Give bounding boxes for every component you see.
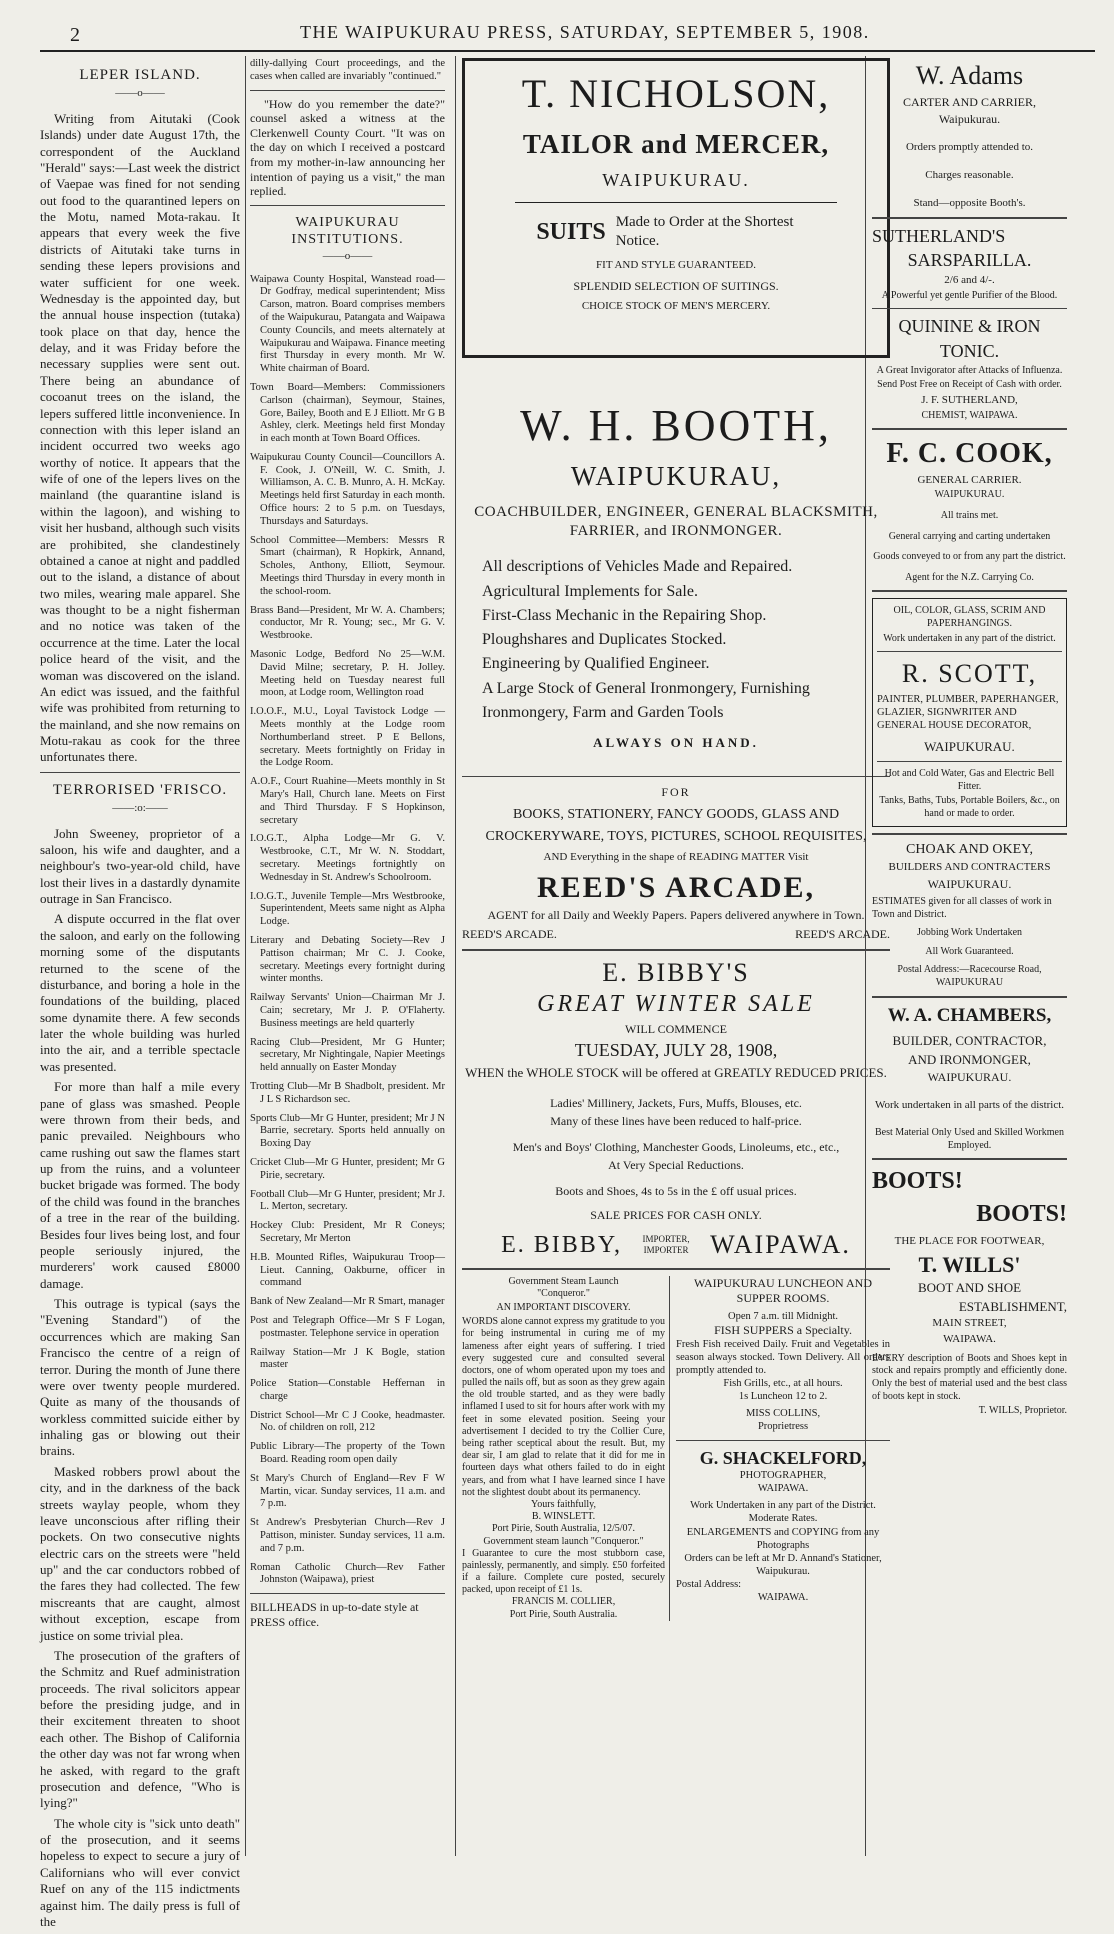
ad-text: All trains met. [940, 510, 999, 522]
ad-text: Orders can be left at Mr D. Annand's Stationer, Waipukurau. [684, 1552, 882, 1577]
ad-text: FRANCIS M. COLLIER, [511, 1596, 616, 1608]
ad-text: PAINTER, PLUMBER, PAPERHANGER, GLAZIER, SIGNWRITER AND GENERAL HOUSE DECORATOR, [877, 693, 1059, 732]
article-paragraph: This outrage is typical (says the "Evening Standard") of the occurrences which are making San Francisco the centre of a reign of terror. During the month of June there were over twenty people murdered. Quite as many of the thousands of workless committed suicide either by inhaling gas or blowing out their brains. [40, 1296, 240, 1459]
ad-text: REED'S ARCADE. [462, 927, 557, 942]
ad-text: I Guarantee to cure the most stubborn case, painlessly, permanently, and simply. £50 forfeited if a failure. Complete cure posted, securely packed, upon receipt of £1 1s. [462, 1547, 666, 1596]
ad-text: Port Pirie, South Australia. [509, 1608, 618, 1620]
ad-text: WAIPUKURAU. [934, 489, 1005, 501]
ad-text: SALE PRICES FOR CASH ONLY. [590, 1207, 762, 1222]
column-ads-main [462, 58, 890, 1621]
article-body-leper: Writing from Aitutaki (Cook Islands) under date August 17th, the correspondent of the Auckland "Herald" says:—Last week the district of Vaepae was fined for not sending out food to the quarantined lepers on the Motu, named Mota-rakau. It appears that every week the five districts of Aitutaki take turns in sending these lepers provisions and water sufficient for one week. Wednesday is the appointed day, but the annual house inspection (tutaka) took place on that day, hence the delay, and it was Friday before the necessary supplies were sent out. There being an abundance of cocoanut trees on the island, the lepers suffered little inconvenience. In connection with this leper island an incident occurred two weeks ago worthy of notice. It appears that the wife of one of the lepers lives on the mainland (the quarantine island is within the lagoon), and wishing to visit her husband, although such visits are prohibited, she clandestinely obtained a canoe at night and paddled out to the island, a distance of about two miles, wearing male apparel. She was thought to be a night fisherman and no notice was taken of the occurrence at the time. Later the local police heard of the visit, and the woman was discovered on the island. An edict was issued, and the faithful wife was prohibited from returning to the mainland, and she now remains on Motu-rakau as cook for the three unfortunates there. [40, 110, 240, 765]
ad-text: FISH SUPPERS a Specialty. [714, 1322, 852, 1337]
ad-text: SPLENDID SELECTION OF SUITINGS. [573, 278, 779, 293]
ad-title: T. WILLS' [918, 1251, 1021, 1277]
column-ads-right [872, 58, 1067, 1420]
ornament: ——o—— [322, 250, 373, 263]
ad-text: CHOICE STOCK OF MEN'S MERCERY. [581, 299, 771, 312]
ad-title: REED'S ARCADE, [536, 870, 816, 904]
ad-text: CARTER AND CARRIER, [903, 94, 1036, 109]
ad-text: TUESDAY, JULY 28, 1908, [574, 1039, 778, 1060]
institutions-title: WAIPUKURAU INSTITUTIONS. [291, 214, 404, 248]
list-item: Ploughshares and Duplicates Stocked. [482, 631, 727, 649]
column-rule [245, 56, 246, 1856]
ad-text: BOOT AND SHOE [917, 1280, 1022, 1296]
list-item: Trotting Club—Mr B Shadbolt, president. Mr J L S Richardson sec. [250, 1080, 445, 1105]
ad-text: Work undertaken in any part of the district. [883, 632, 1056, 644]
ad-text: BUILDER, CONTRACTOR, [892, 1033, 1047, 1049]
ad-town: WAIPUKURAU, [570, 461, 782, 492]
ad-text: Government Steam Launch [508, 1275, 619, 1287]
ad-text: WAIPAWA. [757, 1483, 809, 1495]
ad-text: Postal Address:—Racecourse Road, WAIPUKURAU [897, 964, 1042, 988]
list-item: Sports Club—Mr G Hunter, president; Mr J N Barrie, secretary. Sports held annually on Boxing Day [250, 1112, 445, 1150]
ad-bibby [462, 957, 890, 1262]
list-item: Waipawa County Hospital, Wanstead road—Dr Godfray, medical superintendent; Miss Carson, matron. Board comprises members of the Waipukurau, Patangata and Waipawa County Councils, and meets alternately at Waipukurau and Waipawa. Finance meeting first Thursday in every month. Mr W. White chairman of Board. [250, 273, 446, 375]
ad-text: BUILDERS AND CONTRACTERS [888, 860, 1051, 873]
ad-text: WAIPUKURAU. [924, 738, 1015, 754]
list-item: Town Board—Members: Commissioners Carlson (chairman), Seymour, Staines, Gore, Bailey, Booth and E J Elliott. Mr G B Ashley, clerk. Meetings held first Monday in each month at Town Board Offices. [250, 381, 445, 445]
article-paragraph: The whole city is "sick unto death" of the prosecution, and it seems hopeless to expect to secure a jury of Californians who will ever convict Ruef on any of the 115 indictments against him. The daily press is full of the [40, 1815, 240, 1929]
list-item: A.O.F., Court Ruahine—Meets monthly in St Mary's Hall, Church lane. Meets on First and Third Thursday. F S Hopkinson, secretary [250, 776, 445, 826]
ad-title: WAIPUKURAU LUNCHEON AND SUPPER ROOMS. [694, 1275, 873, 1305]
ad-highlight: SUITS [536, 218, 606, 245]
institutions-list [250, 274, 445, 1588]
article-paragraph: For more than half a mile every pane of glass was smashed. People were thrown from their beds, and panic prevailed. Neighbours who came rushing out saw the flames start up from the ruins, and a volunteer bucket brigade was formed. The body of the child was found in the branches of a tree in the rear of the building. Besides four lives being lost, and four people seriously injured, the murderers' work caused £8000 damage. [40, 1079, 240, 1291]
list-item: Literary and Debating Society—Rev J Pattison chairman; Mr C. J. Cooke, secretary. Meetings every fortnight during winter months. [250, 934, 445, 985]
ad-text: Hot and Cold Water, Gas and Electric Bell Fitter. [884, 767, 1055, 792]
ad-text: WORDS alone cannot express my gratitude to you for being instrumental in curing me of my lameness after eight years of suffering. I tried every suggested cure and consulted several doctors, one of whom operated upon my toes and pulled the nails off, but as soon as they grew again the old trouble started, and as they were badly inflamed I used to sit for hours after work with my feet in some elevated position. Seeing your advertisement I decided to try the Collier Cure, being rather sceptical about the result. But, my dear sir, I am glad to relate that it did for me in fourteen days what others failed to do in eight years, and from what I have learned since I have not the slightest doubt about its permanency. [462, 1316, 666, 1498]
ad-text: Charges reasonable. [925, 168, 1014, 181]
ad-text: GENERAL CARRIER. [917, 473, 1022, 486]
ad-title: F. C. COOK, [886, 438, 1053, 470]
ad-subtitle: TAILOR and MERCER, [522, 129, 830, 160]
list-item: Racing Club—President, Mr G Hunter; secretary, Mr Nightingale, Napier Meetings held annually on Easter Monday [250, 1036, 445, 1074]
list-item: District School—Mr C J Cooke, headmaster. No. of children on roll, 212 [250, 1409, 445, 1434]
ad-text: "Conqueror." [537, 1287, 590, 1299]
ad-text: CHEMIST, WAIPAWA. [921, 409, 1018, 421]
ad-text: Postal Address: [676, 1579, 742, 1591]
ad-text: ALWAYS ON HAND. [593, 735, 759, 751]
ad-scott [872, 598, 1067, 827]
article-continuation: dilly-dallying Court proceedings, and the cases when called are invariably "continued." [250, 58, 445, 82]
masthead-title: THE WAIPUKURAU PRESS, SATURDAY, SEPTEMBER 5, 1908. [300, 22, 870, 42]
list-item: Hockey Club: President, Mr R Coneys; Secretary, Mr Merton [250, 1220, 445, 1244]
ad-luncheon [676, 1276, 890, 1621]
list-item: I.O.G.T., Juvenile Temple—Mrs Westbrooke, Superintendent, Meets same night as Alpha Lodge. [250, 890, 445, 928]
ad-booth [462, 398, 890, 752]
ad-text: Work undertaken in all parts of the district. [874, 1099, 1065, 1112]
ad-title: G. SHACKELFORD, [699, 1447, 867, 1468]
ad-text: WILL COMMENCE [625, 1021, 727, 1036]
ad-text: 1s Luncheon 12 to 2. [738, 1391, 828, 1403]
ad-subtitle: GREAT WINTER SALE [537, 991, 815, 1018]
ad-title: W. Adams [915, 61, 1024, 90]
ad-title: T. NICHOLSON, [521, 71, 831, 116]
article-paragraph: Masked robbers prowl about the city, and in the darkness of the back streets waylay people, whom they leave unconscious after rifling their pockets. On two consecutive nights electric cars on the streets were "held up" and the car conductors robbed of the fares they had collected. The few miscreants that are caught, almost without exception, escape from justice on some trivial plea. [40, 1463, 240, 1643]
ad-text: Made to Order at the Shortest Notice. [615, 214, 794, 249]
list-item: Public Library—The property of the Town Board. Reading room open daily [250, 1441, 445, 1466]
list-item: Agricultural Implements for Sale. [482, 582, 698, 600]
billheads-ad: BILLHEADS in up-to-date style at PRESS office. [250, 1600, 419, 1629]
article-paragraph: John Sweeney, proprietor of a saloon, his wife and daughter, and a neighbour's two-year-old child, have lost their lives in a dastardly dynamite outrage in San Francisco. [40, 825, 240, 906]
ad-text: WHEN the WHOLE STOCK will be offered at GREATLY REDUCED PRICES. [465, 1065, 887, 1081]
list-item: Post and Telegraph Office—Mr S F Logan, postmaster. Telephone service in operation [250, 1314, 445, 1339]
ad-text: Fish Grills, etc., at all hours. [723, 1378, 843, 1390]
ad-text: AN IMPORTANT DISCOVERY. [496, 1301, 631, 1313]
divider [40, 772, 240, 773]
list-item: Masonic Lodge, Bedford No 25—W.M. David Milne; secretary, P. H. Jolley. Meeting held on Tuesday nearest full moon, at Lodge room, Wellington road [250, 649, 445, 699]
ad-title: E. BIBBY, [501, 1232, 623, 1259]
ad-text: Waipukurau. [938, 111, 1001, 126]
column-institutions [250, 58, 445, 1634]
ad-text: ESTABLISHMENT, [958, 1298, 1067, 1314]
article-title-leper: LEPER ISLAND. [79, 67, 201, 83]
ad-text: PHOTOGRAPHER, [739, 1470, 827, 1482]
ad-text: COACHBUILDER, ENGINEER, GENERAL BLACKSMITH, FARRIER, and IRONMONGER. [474, 504, 878, 540]
ad-text: REED'S ARCADE. [795, 927, 890, 942]
column-rule [455, 56, 456, 1856]
ad-text: THE PLACE FOR FOOTWEAR, [894, 1234, 1045, 1247]
ad-text: WAIPUKURAU. [927, 1070, 1012, 1085]
ad-text: AND IRONMONGER, [908, 1051, 1031, 1067]
ad-title: W. H. BOOTH, [520, 401, 832, 450]
ad-text: Stand—opposite Booth's. [913, 196, 1026, 209]
ad-title: TONIC. [939, 341, 1000, 362]
ad-title: BOOTS! [872, 1168, 963, 1195]
list-item: St Mary's Church of England—Rev F W Martin, vicar. Sunday services, 11 a.m. and 7 p.m. [250, 1472, 445, 1510]
ad-text: Jobbing Work Undertaken [916, 927, 1023, 939]
masthead-rule [40, 50, 1095, 52]
divider [250, 90, 445, 91]
article-paragraph: The prosecution of the grafters of the Schmitz and Ruef administration proceeds. The rival solicitors appear before the presiding judge, and in their excitement threaten to shoot each other. The Bishop of California the other day was not far wrong when he asked, with regard to the graft prosecution and defence, "Who is lying?" [40, 1647, 240, 1811]
ad-text: FIT AND STYLE GUARANTEED. [596, 258, 756, 271]
ad-text: ESTIMATES given for all classes of work in Town and District. [872, 895, 1052, 920]
ad-text: Best Material Only Used and Skilled Workmen Employed. [875, 1127, 1064, 1151]
article-paragraph: A dispute occurred in the flat over the saloon, and early on the following morning some of the disputants returned to the scene of the disturbance, and boring a hole in the foundations of the building, placed some dynamite there. A few seconds later the whole building was hurled into the air, and a terrible spectacle was presented. [40, 911, 240, 1074]
list-item: I.O.G.T., Alpha Lodge—Mr G. V. Westbrooke, C.T., Mr W. N. Stoddart, secretary. Meetings fortnightly on Wednesday in St. Andrew's Schoolroom. [250, 833, 445, 883]
list-item: At Very Special Reductions. [608, 1157, 744, 1172]
list-item: Bank of New Zealand—Mr R Smart, manager [250, 1296, 445, 1308]
ad-text: OIL, COLOR, GLASS, SCRIM AND PAPERHANGINGS. [893, 605, 1046, 630]
ad-text: General carrying and carting undertaken [888, 530, 1051, 542]
ad-text: WAIPAWA. [757, 1592, 809, 1604]
ad-title: WAIPAWA. [710, 1229, 851, 1259]
list-item: A Large Stock of General Ironmongery, Furnishing Ironmongery, Farm and Garden Tools [482, 679, 810, 722]
article-title-frisco: TERRORISED 'FRISCO. [52, 781, 228, 798]
ad-text: Work Undertaken in any part of the District. [690, 1500, 876, 1512]
ad-text: FOR [661, 784, 691, 799]
list-item: I.O.O.F., M.U., Loyal Tavistock Lodge —Meets monthly at the Lodge room Northumberland street. P E Bellons, secretary. Meets fortnightly on Friday in the Lodge Room. [250, 706, 445, 769]
ad-nicholson [462, 58, 890, 358]
ad-text: A Great Invigorator after Attacks of Influenza. [876, 364, 1063, 376]
ad-title: SUTHERLAND'S [872, 225, 1006, 246]
article-quip: "How do you remember the date?" counsel asked a witness at the Clerkenwell County Court. "It was on the day on which I received a postcard from my mother-in-law announcing her intention of paying us a visit," the man replied. [250, 96, 445, 199]
list-item: H.B. Mounted Rifles, Waipukurau Troop—Lieut. Canning, Oakburne, officer in command [250, 1251, 445, 1289]
ad-text: Proprietress [757, 1421, 809, 1433]
ornament: ——:o:—— [112, 801, 168, 814]
list-item: Cricket Club—Mr G Hunter, president; Mr G Pirie, secretary. [250, 1156, 445, 1181]
ad-text: All Work Guaranteed. [925, 945, 1014, 957]
list-item: Railway Station—Mr J K Bogle, station master [250, 1346, 445, 1371]
list-item: Football Club—Mr G Hunter, president; Mr J. L. Merton, secretary. [250, 1188, 445, 1213]
ad-text: Goods conveyed to or from any part the district. [873, 551, 1066, 563]
list-item: Boots and Shoes, 4s to 5s in the £ off usual prices. [555, 1183, 797, 1198]
list-item: Police Station—Constable Heffernan in charge [250, 1378, 445, 1402]
list-item: Engineering by Qualified Engineer. [482, 655, 710, 673]
ad-text: ENLARGEMENTS and COPYING from any Photographs [686, 1526, 880, 1551]
list-item: Many of these lines have been reduced to half-price. [550, 1113, 802, 1128]
list-item: Railway Servants' Union—Chairman Mr J. Cain; secretary, Mr J. P. O'Flaherty. Business meetings are held quarterly [250, 992, 445, 1029]
list-item: Brass Band—President, Mr W. A. Chambers; conductor, Mr R. Young; sec., Mr G. V. Westbrooke. [250, 604, 445, 642]
list-item: Waipukurau County Council—Councillors A. F. Cook, J. O'Neill, W. C. Smith, J. Williamson, A. C. B. Munro, A. H. McKay. Meetings held first Saturday in each month. Office hours: 2 to 5 p.m. on Tuesdays, Thursdays and Saturdays. [250, 451, 445, 527]
ad-text: Send Post Free on Receipt of Cash with order. [877, 379, 1062, 391]
ad-text: IMPORTER, IMPORTER [642, 1233, 690, 1256]
ad-title: R. SCOTT, [901, 659, 1038, 689]
ad-text: WAIPUKURAU. [927, 876, 1012, 891]
ad-text: MISS COLLINS, [745, 1408, 821, 1420]
ad-text: BOOKS, STATIONERY, FANCY GOODS, GLASS AND CROCKERYWARE, TOYS, PICTURES, SCHOOL REQUISITES, [485, 806, 867, 845]
ad-text: Port Pirie, South Australia, 12/5/07. [491, 1523, 636, 1535]
ad-title: BOOTS! [976, 1200, 1067, 1227]
ad-title: E. BIBBY'S [602, 957, 750, 987]
ad-text: WAIPAWA. [943, 1333, 996, 1346]
list-item: All descriptions of Vehicles Made and Repaired. [482, 558, 793, 576]
ad-text: Tanks, Baths, Tubs, Portable Boilers, &c., on hand or made to order. [879, 795, 1060, 819]
list-item: Roman Catholic Church—Rev Father Johnston (Waipawa), priest [250, 1561, 445, 1586]
list-item: St Andrew's Presbyterian Church—Rev J Pattison, minister. Sunday services, 11 a.m. and 7 p.m. [250, 1517, 445, 1554]
ad-town: WAIPUKURAU. [602, 170, 750, 191]
ornament: ——o—— [115, 86, 165, 99]
ad-text: AGENT for all Daily and Weekly Papers. Papers delivered anywhere in Town. [487, 908, 865, 923]
ad-text: B. WINSLETT. [531, 1511, 596, 1523]
divider [250, 205, 445, 206]
ad-text: Agent for the N.Z. Carrying Co. [905, 571, 1034, 583]
ad-title: QUININE & IRON [898, 316, 1041, 337]
ad-reeds [462, 785, 890, 943]
list-item: School Committee—Members: Messrs R Smart (chairman), R Hopkirk, Annand, Scholes, Anthony, Elliott, Seymour. Meetings third Thursday in every month in the school-room. [250, 534, 445, 597]
ad-text: AND Everything in the shape of READING MATTER Visit [543, 850, 809, 863]
column-news [40, 58, 240, 1934]
ad-text: T. WILLS, Proprietor. [978, 1405, 1067, 1417]
ad-text: 2/6 and 4/-. [944, 273, 995, 286]
ad-text: Government steam launch "Conqueror." [483, 1535, 644, 1547]
list-item: Men's and Boys' Clothing, Manchester Goods, Linoleums, etc., etc., [512, 1139, 840, 1154]
ad-title: CHOAK AND OKEY, [906, 842, 1033, 858]
ad-text: Yours faithfully, [531, 1498, 597, 1510]
ad-text: Moderate Rates. [748, 1513, 818, 1525]
ad-collier [462, 1276, 670, 1621]
ad-title: SARSPARILLA. [907, 250, 1032, 271]
ad-text: MAIN STREET, [932, 1317, 1007, 1330]
ad-text: J. F. SUTHERLAND, [921, 393, 1018, 406]
ad-title: W. A. CHAMBERS, [887, 1004, 1052, 1026]
ad-list [482, 555, 880, 725]
list-item: First-Class Mechanic in the Repairing Shop. [482, 606, 767, 624]
ad-text: EVERY description of Boots and Shoes kept in stock and repairs promptly and efficiently done. Only the best of material used and the best class of boots kept in stock. [872, 1352, 1067, 1402]
list-item: Ladies' Millinery, Jackets, Furs, Muffs, Blouses, etc. [550, 1095, 802, 1110]
page-number: 2 [70, 24, 80, 46]
ad-text: Fresh Fish received Daily. Fruit and Vegetables in season always stocked. Town Delivery. All orders promptly attended to. [676, 1338, 890, 1376]
ad-text: A Powerful yet gentle Purifier of the Blood. [881, 289, 1058, 301]
ad-text: Orders promptly attended to. [905, 140, 1034, 153]
divider [250, 1593, 445, 1594]
ad-text: Open 7 a.m. till Midnight. [728, 1310, 838, 1322]
